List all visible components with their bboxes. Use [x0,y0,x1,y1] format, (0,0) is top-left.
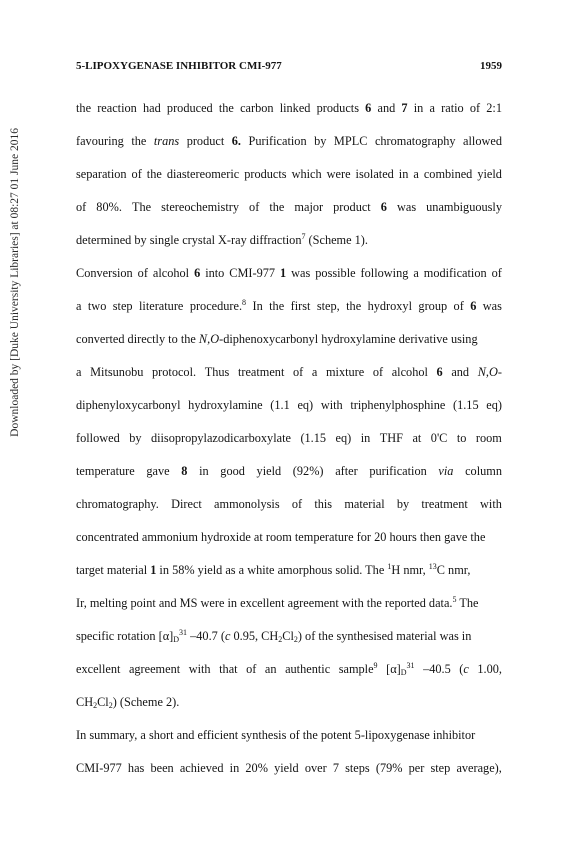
body-text: 2:1 [486,101,502,115]
body-text: protocol. [152,365,197,379]
body-text: 6 [380,200,387,214]
body-text: Cl [282,629,294,643]
body-text: to [456,431,467,445]
body-text: by [396,497,410,511]
body-text: produced [166,101,213,115]
body-text: alcohol [391,365,428,379]
body-text: c [224,629,231,643]
body-text: (1.15 [452,398,479,412]
body-text: 0.95, CH [230,629,279,643]
body-text: step [112,299,133,313]
superscript: 31 [179,628,188,637]
body-text: which [291,167,322,181]
body-text: average), [456,761,502,775]
reference-marker: 8 [242,298,247,307]
body-text: sample [338,662,374,676]
body-text: allowed [463,134,502,148]
body-text: [α] [386,662,401,676]
body-text: –40.7 ( [187,629,225,643]
body-text: followed [76,431,120,445]
body-text: at [412,431,422,445]
body-text: literature [139,299,184,313]
body-text: after [335,464,358,478]
body-text: in [360,431,371,445]
text-line-8 [76,331,502,347]
body-text: 7 [332,761,339,775]
body-text: this [314,497,333,511]
body-text: in [199,464,209,478]
page-number: 1959 [480,60,502,72]
body-text: converted directly to the [76,332,199,346]
body-text: In [252,299,263,313]
body-text: group [418,299,448,313]
subscript: 2 [278,635,283,644]
body-text: -diphenoxycarbonyl hydroxylamine derivative using [219,332,478,346]
body-text: 6 [470,299,477,313]
body-text: chromatography. [76,497,159,511]
body-text: a [76,299,82,313]
body-text: Ir, melting point and MS were in excellent agreement with the reported data. [76,596,453,610]
body-text: the [131,134,147,148]
body-text: an [264,662,277,676]
body-text: Direct [171,497,202,511]
body-text: step, [316,299,340,313]
text-line-21 [76,760,502,776]
body-text: (Scheme 1). [305,233,368,247]
body-text: of [76,200,87,214]
body-text: eq) [486,398,502,412]
text-line-13 [76,496,502,512]
body-text: step [430,761,451,775]
body-text: major [294,200,324,214]
body-text: ) (Scheme 2). [112,695,180,709]
body-text: (79% [375,761,403,775]
body-text: stereochemistry [161,200,239,214]
body-text: The [456,596,479,610]
text-line-2 [76,133,502,149]
body-text: with [188,662,211,676]
body-text: a [311,365,318,379]
text-line-19 [76,694,502,710]
body-text: authentic [285,662,331,676]
body-text: eq) [335,431,352,445]
body-text: a [76,365,82,379]
body-text: CMI-977 [229,266,276,280]
body-text: two [87,299,107,313]
body-text: concentrated ammonium hydroxide at room temperature for 20 hours then gave the [76,530,486,544]
text-line-5 [76,232,502,248]
body-text: the [146,167,162,181]
body-text: temperature [76,464,135,478]
body-text: was [291,266,311,280]
body-text: mixture [325,365,365,379]
body-text: had [142,101,161,115]
body-text: (92%) [292,464,324,478]
body-text: via [438,464,454,478]
body-text: (1.15 [300,431,327,445]
body-text: of [249,200,260,214]
text-line-9 [76,364,502,380]
body-text: triphenylphosphine [350,398,446,412]
body-text: in [229,761,240,775]
body-text: isolated [355,167,394,181]
body-text: N,O- [477,365,502,379]
body-text: of [469,101,481,115]
body-text: achieved [179,761,224,775]
body-text: products [244,167,287,181]
body-text: Cl [97,695,109,709]
body-text: of [291,497,303,511]
body-text: modification [423,266,487,280]
body-text: into [205,266,225,280]
body-text: N,O [198,332,220,346]
text-line-10 [76,397,502,413]
body-text: 1 [280,266,287,280]
body-text: of [137,266,148,280]
body-text: a [413,266,419,280]
body-text: treatment [421,497,468,511]
body-text: –40.5 [423,662,451,676]
body-text: first [290,299,311,313]
text-line-16 [76,595,502,611]
body-text: 80%. [96,200,122,214]
body-text: In summary, a short and efficient synthesis of the potent 5-lipoxygenase inhibitor [76,728,476,742]
body-text: ammonolysis [214,497,280,511]
body-text: the [269,299,285,313]
reference-marker: 7 [301,232,306,241]
body-text: ( [459,662,464,676]
body-text: 6 [436,365,443,379]
body-text: 6 [365,101,372,115]
body-text: alcohol [152,266,190,280]
download-notice-margin [9,128,23,638]
body-text: was [396,200,417,214]
body-text: yield [274,761,299,775]
download-notice: Downloaded by [Duke University Libraries] at 08:27 01 June 2016 [9,128,21,437]
body-text: diastereomeric [166,167,240,181]
subscript: 2 [93,701,98,710]
body-text: 6. [231,134,242,148]
body-text: column [465,464,502,478]
body-text: of [491,266,502,280]
body-text: in [413,101,424,115]
body-text: products [316,101,359,115]
subscript: D [400,668,407,677]
text-line-7 [76,298,502,314]
body-text: good [220,464,245,478]
body-text: a [413,167,419,181]
body-text: yield [477,167,502,181]
body-text: the [76,101,92,115]
body-text: with [480,497,502,511]
body-text: favouring [76,134,124,148]
body-text: treatment [237,365,285,379]
body-text: hydroxyl [367,299,412,313]
body-text: ) of the synthesised material was in [297,629,472,643]
body-text: hydroxylamine [188,398,263,412]
body-text: chromatography [374,134,456,148]
body-text: possible [315,266,356,280]
superscript: 1 [387,562,392,571]
body-text: were [326,167,351,181]
body-text: Conversion [76,266,133,280]
body-text: by [314,134,327,148]
body-text: excellent [76,662,121,676]
text-line-4 [76,199,502,215]
body-text: determined by single crystal X-ray diffraction [76,233,302,247]
body-text: diisopropylazodicarboxylate [150,431,291,445]
body-text: separation [76,167,127,181]
body-text: of [293,365,304,379]
body-text: that [219,662,238,676]
body-text: carbon [240,101,274,115]
body-text: material [344,497,385,511]
body-text: 0'C [430,431,448,445]
body-text: agreement [128,662,181,676]
body-text: trans [153,134,180,148]
body-text: Purification [248,134,307,148]
body-text: procedure. [189,299,243,313]
body-text: was [482,299,502,313]
text-line-15 [76,562,502,578]
text-line-3 [76,166,502,182]
reference-marker: 5 [452,595,457,604]
body-text: 1 [150,563,157,577]
body-text: the [218,101,234,115]
body-text: per [408,761,425,775]
body-text: yield [256,464,282,478]
body-text: in [398,167,409,181]
body-text: with [320,398,343,412]
body-text: 7 [401,101,408,115]
text-line-12 [76,463,502,479]
reference-marker: 9 [373,661,378,670]
body-text: ratio [441,101,464,115]
body-text: of [453,299,464,313]
body-text: (1.1 [270,398,290,412]
body-text: a [429,101,435,115]
body-text: C nmr, [436,563,471,577]
body-text: gave [146,464,170,478]
body-text: 1.00, [477,662,502,676]
body-text: diphenyloxycarbonyl [76,398,181,412]
body-text: in 58% yield as a white amorphous solid. The [156,563,388,577]
superscript: 13 [428,562,437,571]
body-text: unambiguously [426,200,502,214]
body-text: room [475,431,502,445]
body-text: has [127,761,145,775]
body-text: Thus [204,365,230,379]
subscript: 2 [293,635,298,644]
superscript: 31 [406,661,415,670]
body-text: 20% [245,761,268,775]
running-title: 5-LIPOXYGENASE INHIBITOR CMI-977 [76,60,282,72]
body-text: by [129,431,142,445]
body-text: c [463,662,469,676]
body-text: of [131,167,142,181]
body-text: following [360,266,409,280]
body-text: been [150,761,174,775]
body-text: steps [345,761,370,775]
body-text: purification [369,464,427,478]
body-text: The [131,200,152,214]
body-text: and [377,101,396,115]
body-text: combined [423,167,473,181]
body-text: Mitsunobu [90,365,144,379]
body-text: CH [76,695,94,709]
body-text: eq) [297,398,314,412]
body-text: of [372,365,384,379]
body-text: over [304,761,327,775]
body-text: CMI-977 [76,761,122,775]
text-line-17 [76,628,502,644]
body-text: product [186,134,225,148]
text-line-1 [76,100,502,116]
text-line-11 [76,430,502,446]
text-line-14 [76,529,502,545]
text-line-20 [76,727,502,743]
body-text: THF [379,431,403,445]
body-text: of [246,662,257,676]
subscript: 2 [108,701,113,710]
body-text: product [333,200,371,214]
text-line-18 [76,661,502,677]
body-text: the [346,299,362,313]
body-text: 8 [181,464,188,478]
body-text: linked [279,101,311,115]
body-text: and [451,365,470,379]
body-text: target material [76,563,151,577]
body-text: H nmr, [391,563,429,577]
body-text: reaction [97,101,137,115]
body-text: the [269,200,285,214]
body-text: 6 [194,266,201,280]
text-line-6 [76,265,502,281]
body-text: specific rotation [α] [76,629,174,643]
subscript: D [173,635,180,644]
body-text: MPLC [333,134,368,148]
